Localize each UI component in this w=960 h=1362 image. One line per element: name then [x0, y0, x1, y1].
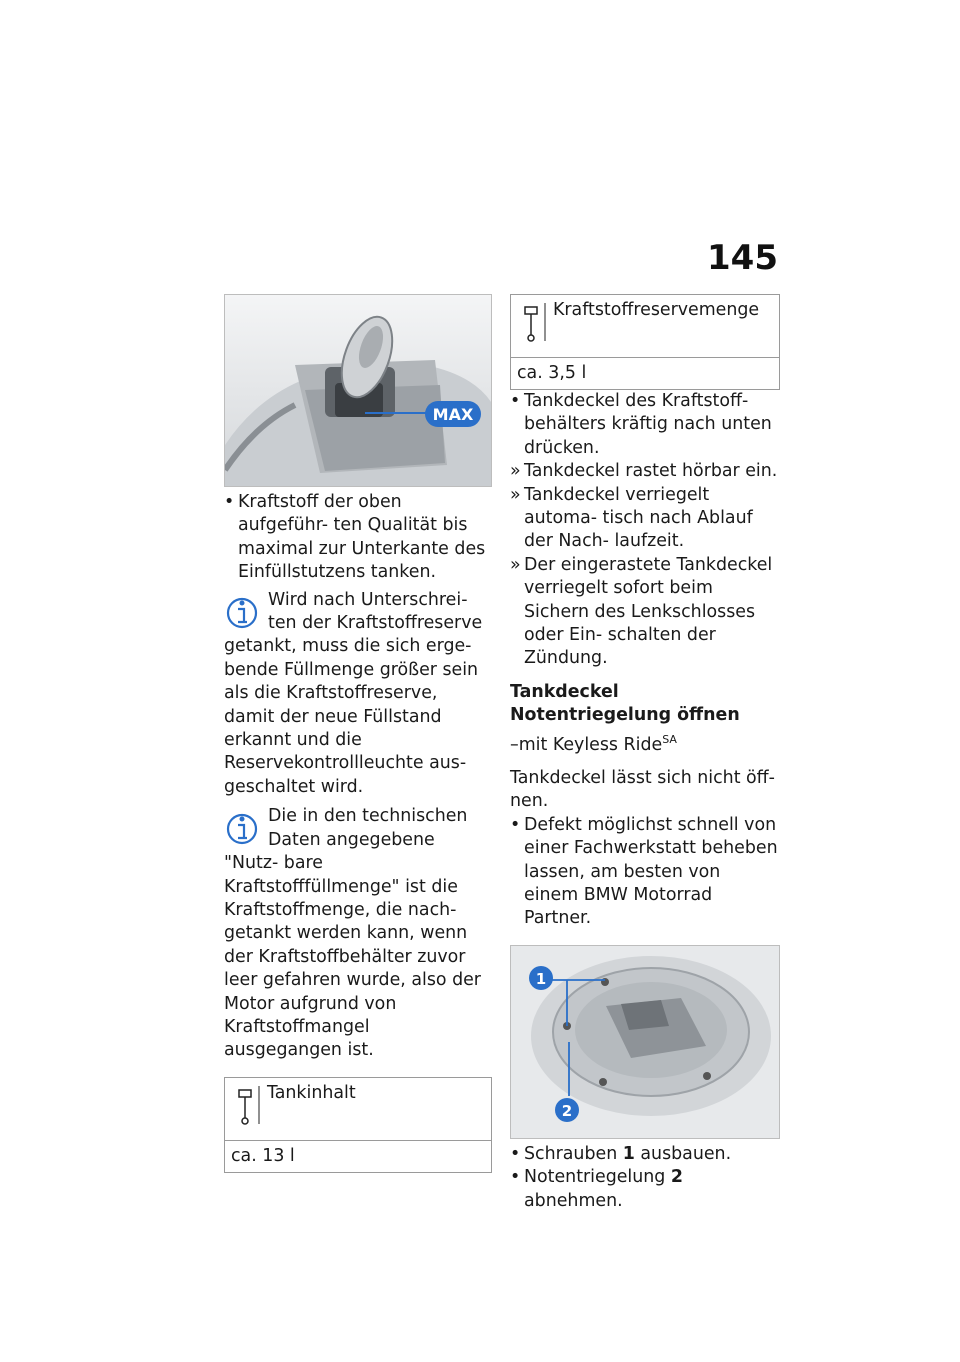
option-text: –mit Keyless Ride — [510, 734, 663, 755]
result-item — [510, 554, 780, 671]
bullet-dot: • — [510, 814, 521, 835]
info-note-text: Wird nach Unterschrei- ten der Kraftstoffreserve getankt, muss die sich erge- bende Füllmenge größer sein als die Kraftstoffreserve, damit der neue Füllstand erkannt und die Reservekontrollleuchte aus- geschaltet wird. — [224, 589, 483, 797]
result-arrow: » — [510, 554, 521, 575]
result-text: Tankdeckel verriegelt automa- tisch nach Ablauf der Nach- laufzeit. — [524, 484, 753, 552]
fuel-filler-illustration — [225, 295, 492, 487]
spec-table-tank-capacity — [224, 1077, 492, 1173]
result-item — [510, 460, 780, 483]
bullet-text — [524, 1166, 780, 1213]
callout-2: 2 — [561, 1101, 573, 1120]
bullet-dot: • — [224, 492, 235, 512]
callout-1: 1 — [535, 969, 547, 988]
left-column — [224, 294, 492, 1173]
section-heading: Tankdeckel Notentriegelung öffnen — [510, 681, 740, 726]
result-arrow: » — [510, 461, 521, 482]
result-text: Der eingerastete Tankdeckel verriegelt sofort beim Sichern des Lenkschlosses oder Ein- schalten der Zündung. — [524, 554, 773, 669]
spec-table-fuel-reserve — [510, 294, 780, 390]
spec-label: Tankinhalt — [267, 1082, 356, 1103]
bullet-dot: • — [510, 391, 521, 411]
right-column — [510, 294, 780, 1213]
bullet-text — [524, 1143, 780, 1166]
result-arrow: » — [510, 484, 521, 505]
page-number: 145 — [707, 238, 778, 278]
bullet-dot: • — [510, 1167, 521, 1188]
info-icon — [224, 805, 264, 849]
step2-post: abnehmen. — [524, 1190, 623, 1211]
bullet-text: Kraftstoff der oben aufgeführ- ten Qualität bis maximal zur Unterkante des Einfüllstutzens tanken. — [238, 492, 486, 583]
list-item — [510, 390, 780, 460]
info-note-text: Die in den technischen Daten angegebene "Nutz- bare Kraftstofffüllmenge" ist die Kraftstoffmenge, die nach- getankt werden kann, wenn der Kraftstoffbehälter zuvor leer gefahren wurde, also der Motor aufgrund von Kraftstoffmangel ausgegangen ist. — [224, 806, 481, 1061]
step2-num: 2 — [670, 1167, 683, 1188]
step1-pre: Schrauben — [524, 1143, 623, 1164]
bullet-text: Tankdeckel des Kraftstoff- behälters kräftig nach unten drücken. — [524, 391, 772, 458]
fuel-level-icon — [225, 1078, 267, 1128]
list-item — [224, 491, 492, 585]
list-item — [510, 1143, 780, 1166]
bullet-text: Defekt möglichst schnell von einer Fachwerkstatt beheben lassen, am besten von einem BMW Motorrad Partner. — [524, 814, 778, 929]
list-item — [510, 814, 780, 931]
max-label: MAX — [432, 405, 474, 424]
tank-cap-figure — [510, 945, 780, 1139]
option-sup: SA — [662, 732, 677, 746]
fuel-filler-figure — [224, 294, 492, 487]
result-item — [510, 484, 780, 554]
spec-label: Kraftstoffreservemenge — [553, 300, 760, 320]
tank-cap-illustration — [511, 946, 780, 1139]
info-icon — [224, 589, 264, 633]
info-note — [224, 805, 492, 1062]
paragraph: Tankdeckel lässt sich nicht öff- nen. — [510, 767, 775, 812]
step1-post: ausbauen. — [634, 1143, 732, 1164]
info-note — [224, 589, 492, 800]
bullet-dot: • — [510, 1143, 521, 1164]
list-item — [510, 1166, 780, 1213]
spec-value: ca. 13 l — [231, 1145, 295, 1166]
result-text: Tankdeckel rastet hörbar ein. — [524, 461, 778, 482]
option-line — [510, 728, 780, 757]
spec-value: ca. 3,5 l — [517, 363, 587, 383]
step1-num: 1 — [622, 1143, 635, 1164]
fuel-level-icon — [511, 295, 553, 345]
step2-pre: Notentriegelung — [524, 1167, 671, 1188]
